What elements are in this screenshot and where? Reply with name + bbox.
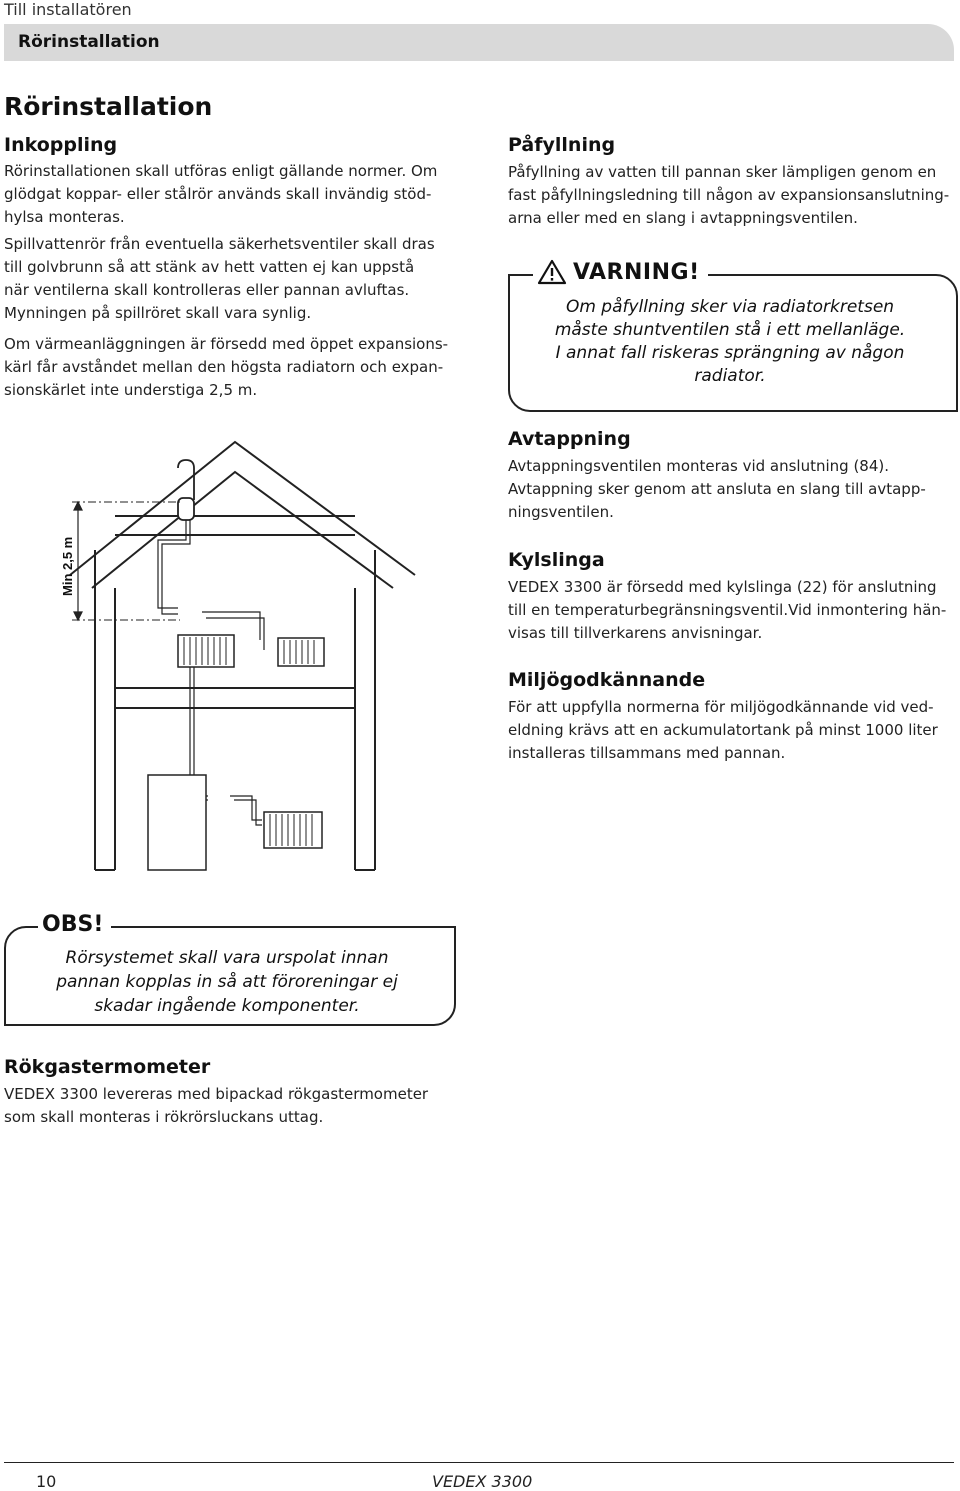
miljo-heading: Miljögodkännande bbox=[508, 669, 706, 691]
pafyllning-heading: Påfyllning bbox=[508, 134, 616, 156]
miljo-section bbox=[508, 669, 953, 765]
rokgas-heading: Rökgastermometer bbox=[4, 1056, 211, 1078]
avtappning-heading: Avtappning bbox=[508, 428, 631, 450]
avtappning-paragraph: Avtappningsventilen monteras vid anslutning (84). Avtappning sker genom att ansluta en slang till avtapp- ningsventilen. bbox=[508, 457, 926, 521]
obs-line-1: Rörsystemet skall vara urspolat innan bbox=[65, 948, 389, 968]
section-header-bar bbox=[4, 24, 954, 61]
warning-line-3: I annat fall riskeras sprängning av någon bbox=[555, 343, 905, 363]
warning-title-text: VARNING! bbox=[573, 259, 700, 285]
pafyllning-section bbox=[508, 134, 953, 230]
inkoppling-paragraph-2: Spillvattenrör från eventuella säkerhetsventiler skall dras till golvbrunn så att stänk av hett vatten ej kan uppstå när ventilerna skall kontrolleras eller pannan avluftas. Mynningen på spillröret skall vara synlig. bbox=[4, 235, 435, 322]
pafyllning-paragraph: Påfyllning av vatten till pannan sker lämpligen genom en fast påfyllningsledning till någon av expansionsanslutning- arna eller med en slang i avtappningsventilen. bbox=[508, 163, 950, 227]
rokgas-section bbox=[4, 1056, 454, 1129]
inkoppling-section bbox=[4, 134, 454, 402]
expansion-vessel bbox=[178, 460, 194, 520]
kylslinga-paragraph: VEDEX 3300 är försedd med kylslinga (22) för anslutning till en temperaturbegränsningsventil.Vid inmontering hän- visas till tillverkarens anvisningar. bbox=[508, 578, 947, 642]
footer-divider bbox=[4, 1462, 954, 1463]
obs-title: OBS! bbox=[38, 912, 111, 942]
radiator-lower bbox=[264, 812, 322, 848]
page-number: 10 bbox=[36, 1472, 57, 1491]
radiator-upper-right bbox=[278, 638, 324, 666]
kylslinga-heading: Kylslinga bbox=[508, 549, 605, 571]
kylslinga-section bbox=[508, 549, 953, 645]
page-title: Rörinstallation bbox=[4, 92, 213, 121]
radiator-upper-left bbox=[178, 635, 234, 667]
rokgas-paragraph: VEDEX 3300 levereras med bipackad rökgastermometer som skall monteras i rökrörsluckans uttag. bbox=[4, 1085, 429, 1126]
boiler bbox=[148, 775, 206, 870]
inkoppling-paragraph-1: Rörinstallationen skall utföras enligt gällande normer. Om glödgat koppar- eller stålrör används skall invändig stöd- hylsa monteras. bbox=[4, 162, 438, 226]
warning-line-1: Om påfyllning sker via radiatorkretsen bbox=[565, 297, 895, 317]
warning-triangle-icon bbox=[537, 259, 567, 285]
obs-text bbox=[14, 946, 440, 1018]
dimension-label: Min 2,5 m bbox=[60, 536, 75, 596]
footer-product-name: VEDEX 3300 bbox=[432, 1472, 533, 1491]
obs-line-3: skadar ingående komponenter. bbox=[94, 996, 360, 1016]
inkoppling-paragraph-3: Om värmeanläggningen är försedd med öppet expansions- kärl får avståndet mellan den högsta radiatorn och expan- sionskärlet inte understiga 2,5 m. bbox=[4, 335, 449, 399]
miljo-paragraph: För att uppfylla normerna för miljögodkännande vid ved- eldning krävs att en ackumulatortank på minst 1000 liter installeras tillsammans med pannan. bbox=[508, 698, 938, 762]
section-header-label: Rörinstallation bbox=[18, 32, 160, 52]
warning-line-4: radiator. bbox=[694, 366, 766, 386]
warning-title bbox=[533, 256, 708, 288]
inkoppling-heading: Inkoppling bbox=[4, 134, 118, 156]
roof-outer bbox=[70, 442, 415, 575]
avtappning-section bbox=[508, 428, 953, 524]
dimension-arrow bbox=[74, 502, 82, 620]
house-piping-diagram bbox=[40, 440, 460, 880]
chapter-label: Till installatören bbox=[4, 0, 132, 19]
obs-line-2: pannan kopplas in så att föroreningar ej bbox=[56, 972, 398, 992]
warning-text bbox=[520, 296, 940, 388]
roof-inner bbox=[92, 472, 393, 588]
warning-line-2: måste shuntventilen stå i ett mellanläge. bbox=[554, 320, 906, 340]
